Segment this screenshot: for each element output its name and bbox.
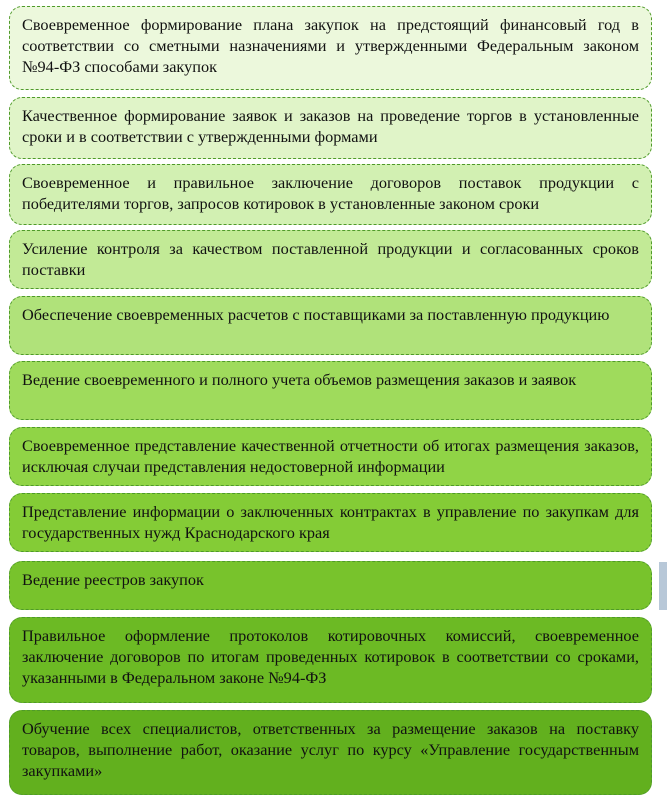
task-text: Ведение своевременного и полного учета объемов размещения заказов и заявок — [22, 370, 577, 389]
task-box-11 — [9, 710, 652, 795]
task-box-5 — [9, 296, 652, 355]
task-text: Своевременное формирование плана закупок на предстоящий финансовый год в соответствии со сметными назначениями и утвержденными Федеральным законом №94-ФЗ способами закупок — [22, 15, 639, 76]
task-text: Представление информации о заключенных контрактах в управление по закупкам для государственных нужд Краснодарского края — [22, 502, 639, 542]
task-text: Правильное оформление протоколов котировочных комиссий, своевременное заключение договоров по итогам проведенных котировок в соответствии со сроками, указанными в Федеральном законе №94-ФЗ — [22, 626, 639, 687]
task-box-2 — [9, 97, 652, 159]
task-text: Своевременное и правильное заключение договоров поставок продукции с победителями торгов, запросов котировок в установленные законом сроки — [22, 173, 639, 213]
task-box-10 — [9, 617, 652, 703]
task-text: Качественное формирование заявок и заказов на проведение торгов в установленные сроки и в соответствии с утвержденными формами — [22, 106, 639, 146]
task-box-3 — [9, 164, 652, 225]
task-box-4 — [9, 230, 652, 289]
task-box-8 — [9, 493, 652, 552]
task-text: Обучение всех специалистов, ответственных за размещение заказов на поставку товаров, выполнение работ, оказание услуг по курсу «Управление государственным закупками» — [22, 719, 639, 780]
task-box-9 — [9, 561, 652, 610]
side-strip — [659, 562, 667, 610]
task-text: Обеспечение своевременных расчетов с поставщиками за поставленную продукцию — [22, 305, 610, 324]
task-box-6 — [9, 361, 652, 420]
task-box-1 — [9, 6, 652, 90]
task-box-7 — [9, 427, 652, 486]
task-text: Усиление контроля за качеством поставленной продукции и согласованных сроков поставки — [22, 239, 639, 279]
task-text: Ведение реестров закупок — [22, 570, 204, 589]
task-text: Своевременное представление качественной отчетности об итогах размещения заказов, исключая случаи представления недостоверной информации — [22, 436, 639, 476]
